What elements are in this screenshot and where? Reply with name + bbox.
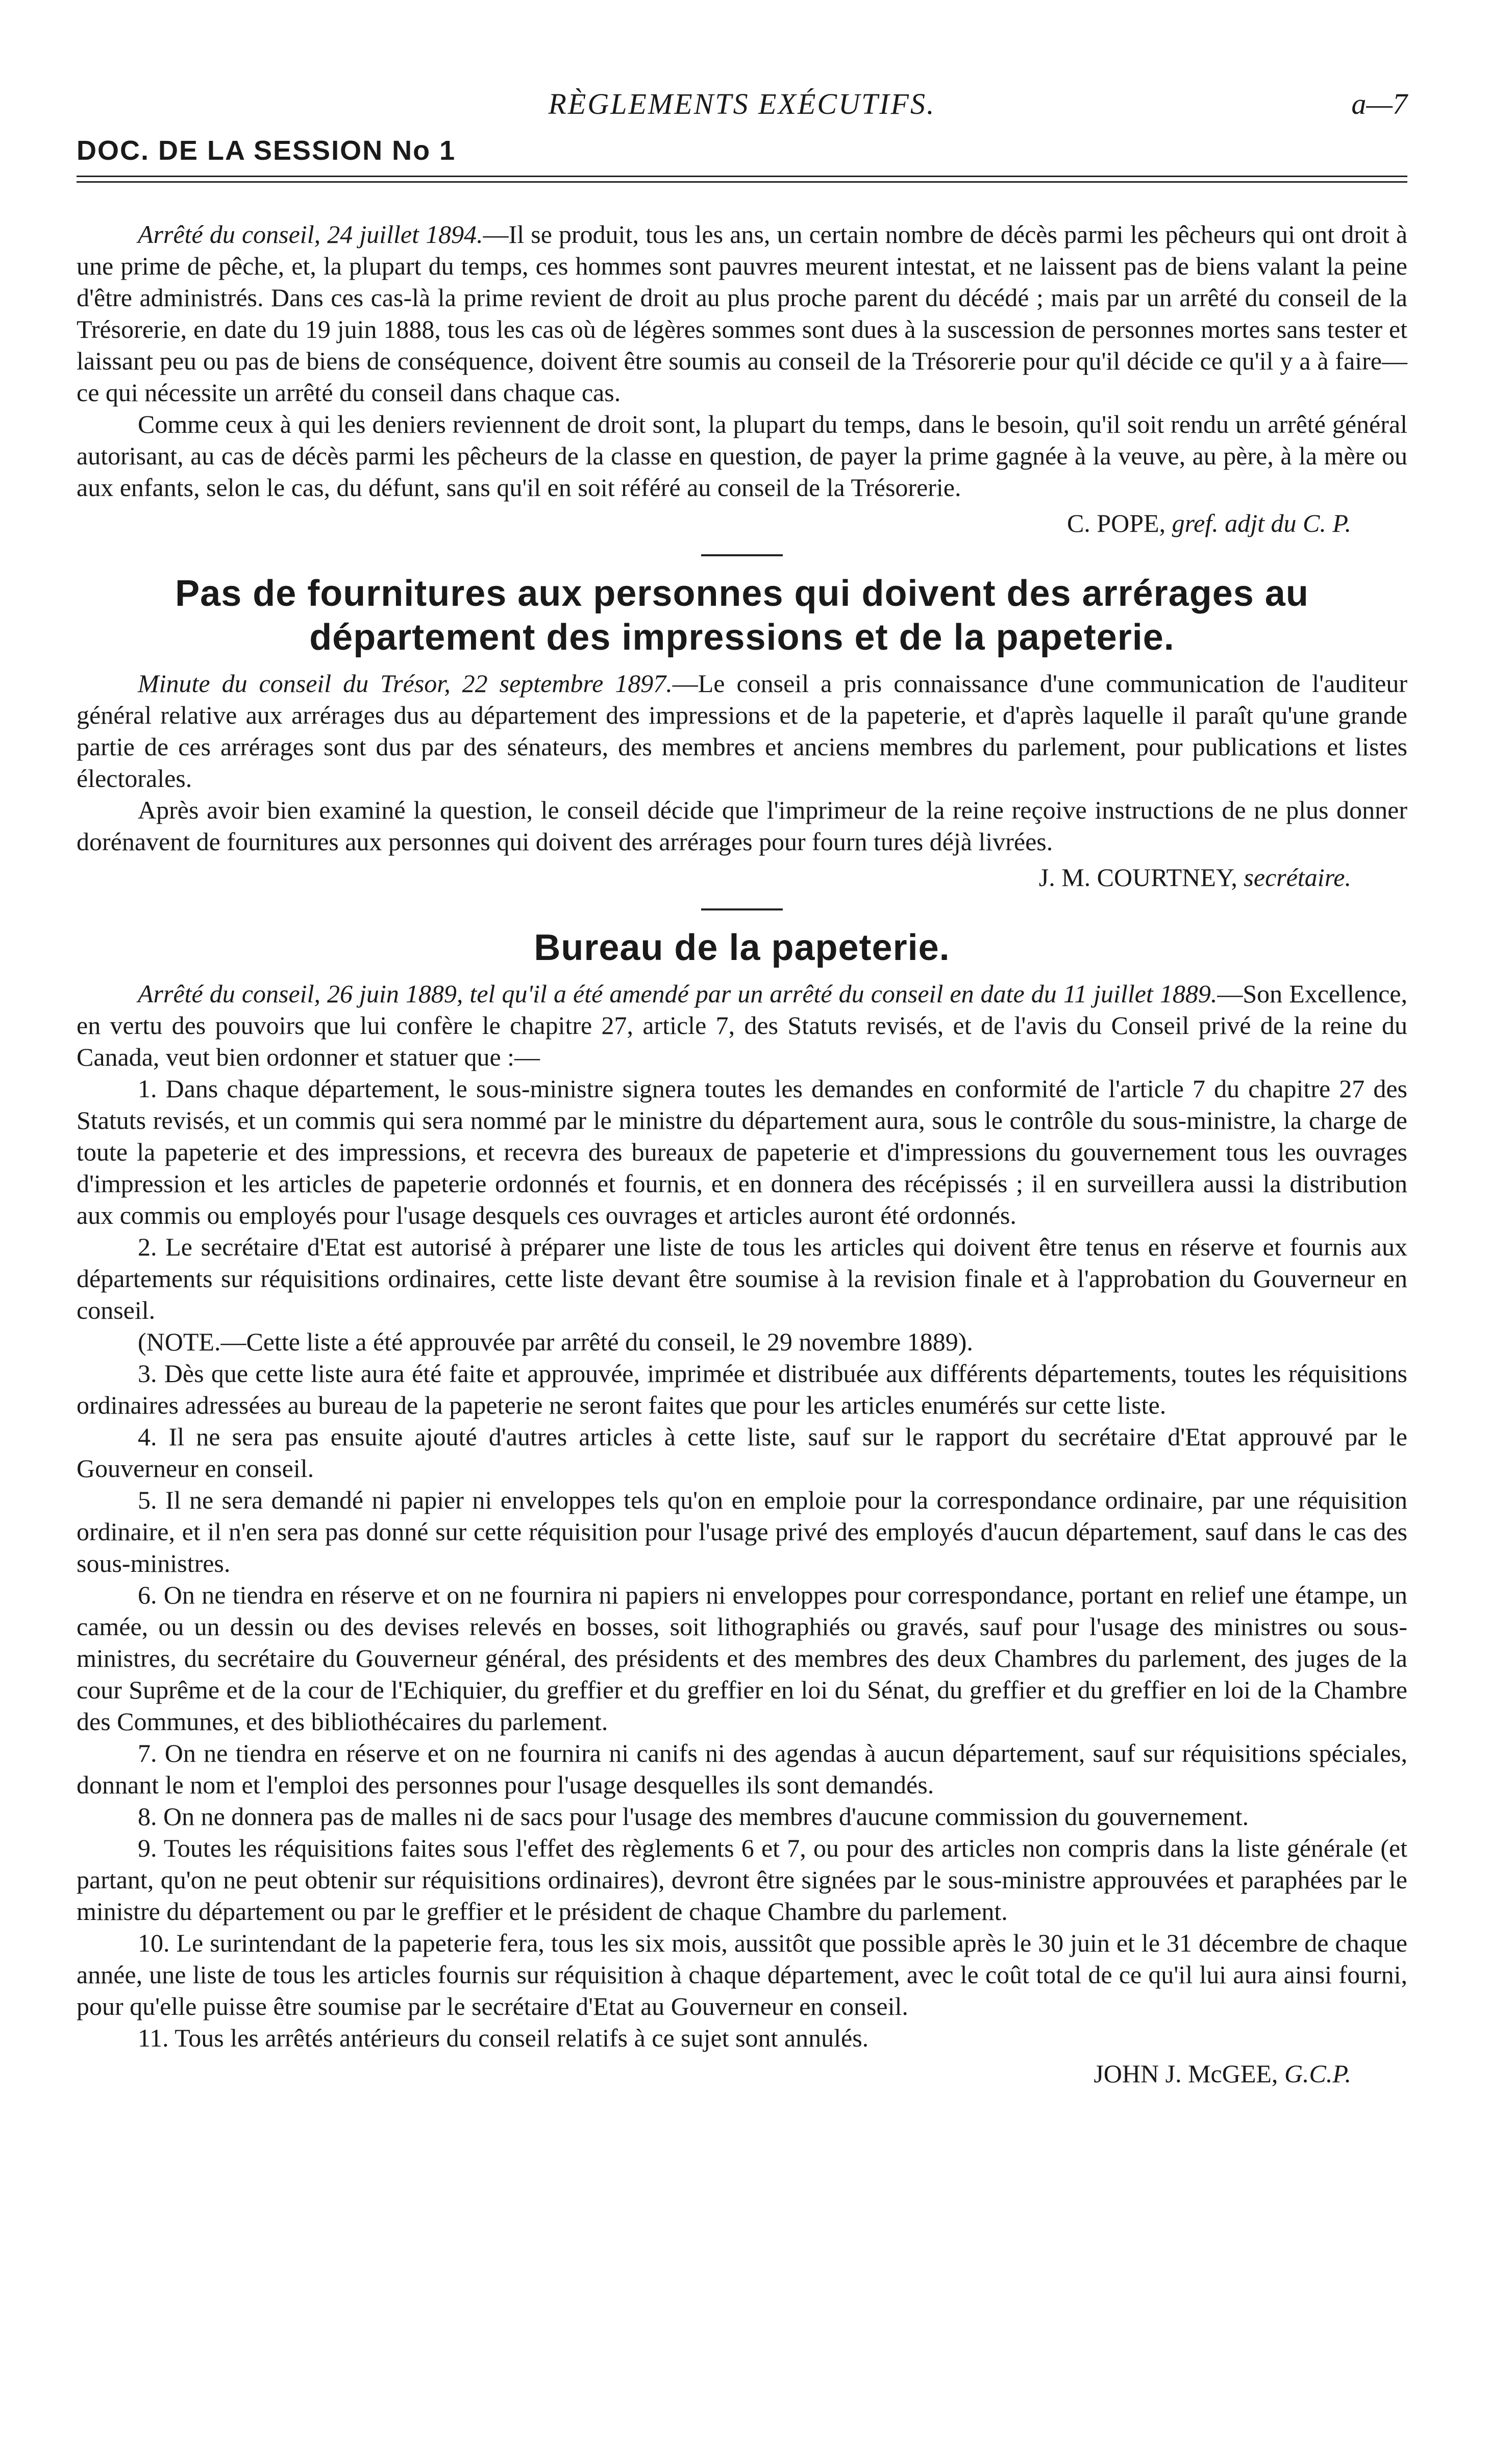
signature [77,2058,1351,2089]
regulations-list [77,1073,1407,2054]
page-number: a—7 [1351,87,1407,120]
regulation-item: 11. Tous les arrêtés antérieurs du conseil relatifs à ce sujet sont annulés. [138,2024,869,2052]
section-divider [701,554,783,556]
section-divider [701,908,783,910]
signature-title: secrétaire. [1244,863,1351,892]
signature-name: J. M. COURTNEY, [1038,863,1244,892]
header-rule [77,176,1407,183]
section-heading-line: département des impressions et de la papeterie. [309,617,1175,658]
paragraph: Comme ceux à qui les deniers reviennent de droit sont, la plupart du temps, dans le besoin, qu'il soit rendu un arrêté général autorisant, au cas de décès parmi les pêcheurs de la classe en question, de payer la prime gagnée à la veuve, au père, à la mère ou aux enfants, selon le cas, du défunt, sans qu'il en soit référé au conseil de la Trésorerie. [77,410,1407,502]
section-arrete-1894 [77,218,1407,539]
section-heading-line: Pas de fournitures aux personnes qui doivent des arrérages au [175,573,1309,614]
section-bureau-papeterie [77,926,1407,2089]
section-heading: Bureau de la papeterie. [534,927,950,968]
paragraph [77,218,1407,408]
regulation-item: 2. Le secrétaire d'Etat est autorisé à préparer une liste de tous les articles qui doivent être tenus en réserve et fournis aux départements sur réquisitions ordinaires, cette liste devant être soumise à la revision finale et à l'approbation du Gouverneur en conseil. [77,1233,1407,1324]
paragraph-lead: Arrêté du conseil, 24 juillet 1894. [138,220,483,249]
regulation-item: 5. Il ne sera demandé ni papier ni enveloppes tels qu'on en emploie pour la correspondance ordinaire, par une réquisition ordinaire, et il n'en sera pas donné sur cette réquisition pour l'usage privé des employés d'aucun département, sauf dans le cas des sous-ministres. [77,1486,1407,1578]
signature-title: G.C.P. [1284,2059,1351,2088]
paragraph-lead: Minute du conseil du Trésor, 22 septembre 1897. [138,669,673,698]
regulation-item: 4. Il ne sera pas ensuite ajouté d'autres articles à cette liste, sauf sur le rapport du secrétaire d'Etat approuvé par le Gouverneur en conseil. [77,1422,1407,1483]
regulation-item: 3. Dès que cette liste aura été faite et approuvée, imprimée et distribuée aux différents départements, toutes les réquisitions ordinaires adressées au bureau de la papeterie ne seront faites que pour les articles enumérés sur cette liste. [77,1359,1407,1419]
signature-title: gref. adjt du C. P. [1172,509,1351,537]
running-title: RÈGLEMENTS EXÉCUTIFS. [548,87,936,120]
page-header [77,87,1407,122]
regulation-item: 9. Toutes les réquisitions faites sous l'effet des règlements 6 et 7, ou pour des articles non compris dans la liste générale (et partant, qu'on ne peut obtenir sur réquisitions ordinaires), devront être signées par le sous-ministre approuvées et paraphées par le ministre du département ou par le greffier et le président de chaque Chambre du parlement. [77,1834,1407,1926]
regulation-item: 8. On ne donnera pas de malles ni de sacs pour l'usage des membres d'aucune commission du gouvernement. [138,1802,1249,1831]
paragraph [77,978,1407,1073]
regulation-item: 7. On ne tiendra en réserve et on ne fournira ni canifs ni des agendas à aucun département, sauf sur réquisitions spéciales, donnant le nom et l'emploi des personnes pour l'usage desquelles ils sont demandés. [77,1739,1407,1799]
paragraph-text: —Il se produit, tous les ans, un certain nombre de décès parmi les pêcheurs qui ont droit à une prime de pêche, et, la plupart du temps, ces hommes sont pauvres meurent intestat, et ne laissent pas de biens valant la peine d'être administrés. Dans ces cas-là la prime revient de droit au plus proche parent du décédé ; mais par un arrêté du conseil de la Trésorerie, en date du 19 juin 1888, tous les cas où de légères sommes sont dues à la suscession de personnes mortes sans tester et laissant peu ou pas de biens de conséquence, doivent être soumis au conseil de la Trésorerie pour qu'il décide ce qu'il y a à faire—ce qui nécessite un arrêté du conseil dans chaque cas. [77,220,1408,407]
paragraph-text: —Le conseil a pris connaissance d'une communication de l'auditeur général relative aux arrérages dus au département des impressions et de la papeterie, et d'après laquelle il paraît qu'une grande partie de ces arrérages sont dus par des sénateurs, des membres et anciens membres du parlement, pour publications et listes électorales. [77,669,1407,793]
regulation-item: 1. Dans chaque département, le sous-ministre signera toutes les demandes en conformité de l'article 7 du chapitre 27 des Statuts revisés, et un commis qui sera nommé par le ministre du département aura, sous le contrôle du sous-ministre, la charge de toute la papeterie et des impressions, et recevra des bureaux de papeterie et d'impressions du gouvernement tous les ouvrages d'impression et les articles de papeterie ordonnés et fournis, et en donnera des récépissés ; il en surveillera aussi la distribution aux commis ou employés pour l'usage desquels ces ouvrages et articles auront été ordonnés. [77,1074,1407,1229]
signature [77,507,1351,539]
paragraph [77,668,1407,794]
paragraph-lead: Arrêté du conseil, 26 juin 1889, tel qu'il a été amendé par un arrêté du conseil en date du 11 juillet 1889. [138,979,1218,1008]
regulation-note: (NOTE.—Cette liste a été approuvée par arrêté du conseil, le 29 novembre 1889). [138,1327,973,1356]
regulation-item: 6. On ne tiendra en réserve et on ne fournira ni papiers ni enveloppes pour correspondance, portant en relief une étampe, un camée, ou un dessin ou des devises relevés en bosses, soit lithographiés ou gravés, sauf pour l'usage des ministres ou sous-ministres, du secrétaire du Gouverneur général, des présidents et des membres des deux Chambres du parlement, des juges de la cour Suprême et de la cour de l'Echiquier, du greffier et du greffier en loi du Sénat, du greffier et du greffier en loi de la Chambre des Communes, et des bibliothécaires du parlement. [77,1581,1407,1736]
session-label: DOC. DE LA SESSION No 1 [77,135,456,166]
signature [77,861,1351,893]
paragraph: Après avoir bien examiné la question, le conseil décide que l'imprimeur de la reine reçoive instructions de ne plus donner dorénavent de fournitures aux personnes qui doivent des arrérages pour fourn tures déjà livrées. [77,796,1407,856]
section-fournitures [77,572,1407,893]
signature-name: JOHN J. McGEE, [1094,2059,1284,2088]
paragraph-text: —Son Excellence, en vertu des pouvoirs que lui confère le chapitre 27, article 7, des Statuts revisés, et de l'avis du Conseil privé de la reine du Canada, veut bien ordonner et statuer que :— [77,979,1407,1071]
regulation-item: 10. Le surintendant de la papeterie fera, tous les six mois, aussitôt que possible après le 30 juin et le 31 décembre de chaque année, une liste de tous les articles fournis sur réquisition à chaque département, avec le coût total de ce qu'il lui aura ainsi fourni, pour qu'elle puisse être soumise par le secrétaire d'Etat au Gouverneur en conseil. [77,1929,1407,2021]
signature-name: C. POPE, [1066,509,1172,537]
